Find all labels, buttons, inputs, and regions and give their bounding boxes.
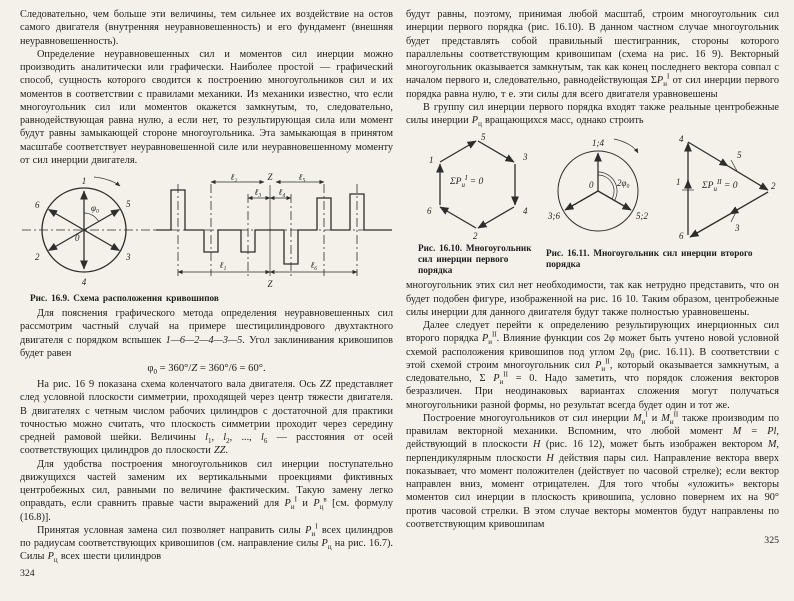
vector-2-label: 2 — [473, 231, 478, 240]
vertex-4-label: 4 — [679, 134, 684, 145]
vector-6-label: 6 — [427, 206, 432, 217]
vector-4-label: 4 — [523, 206, 528, 217]
side-1-label: 1 — [676, 177, 681, 188]
dim-l2-label: ℓ₂ — [230, 172, 238, 182]
paragraph: Построение многоугольников от сил инерции $M_и^I$ и $M_и^{II}$ также производим по правилам векторной механики. Вспомним, что любой момент M = Pl, действующий в плоскости H (рис. 16 12), может быть изображен вектором M, перпендикулярным плоскости H действия пары сил. Направление вектора вверх показывает, что момент положителен (действует по часовой стрелке); если вектор направлен вниз, момент отрицателен. Для того чтобы «уложить» векторы моментов сил инерции в плоскость кривошипа, условно повернем их на 90° против часовой стрелки. В этом случае векторы моментов будут направлены по соответствующим кривошипам — [406, 410, 779, 530]
vertex-2-label: 2 — [771, 181, 776, 192]
page-number-left: 324 — [20, 567, 35, 579]
sum-second-order-formula: $\Sigma P_и^{II} = 0$ — [702, 178, 738, 194]
paragraph: будут равны, поэтому, принимая любой масштаб, строим многоугольник сил инерции первого порядка (рис. 16.10). В данном частном случае многоугольник будет представлять собой правильный шестигранник, стороны которого параллельны соответствующим кривошипам (схема на рис. 16 9). Векторный многоугольник оказывается замкнутым, так как конец последнего вектора совпал с началом первого и, следовательно, равнодействующая $\Sigma P_и^I$ от сил инерции первого порядка равна нулю, т е. эти силы для всего двигателя уравновешены — [406, 9, 779, 100]
paragraph: В группу сил инерции первого порядка входят также реальные центробежные силы инерции $P_ц$ вращающихся масс, однако строить — [406, 101, 779, 129]
figure-16-10-caption: Рис. 16.10. Многоугольник сил инерции первого порядка — [418, 243, 532, 276]
figure-16-9 — [20, 172, 393, 304]
sum-first-order-formula: $\Sigma P_и^I = 0$ — [450, 174, 484, 190]
crank-1-label: 1 — [81, 176, 87, 186]
dim-l6-label: ℓ₆ — [310, 260, 318, 270]
vertex-6-label: 6 — [679, 231, 684, 240]
paragraph: Для пояснения графического метода определения неуравновешенных сил рассмотрим частный случай на примере шестицилиндрового двухтактного двигателя с порядком вспышек 1—6—2—4—3—5. Угол заклинивания кривошипов будет равен — [20, 308, 393, 359]
dim-l5-label: ℓ₅ — [298, 172, 306, 182]
vector-1-label: 1 — [429, 155, 434, 166]
phi0-angle-label: φ₀ — [91, 203, 100, 213]
axis-z-bottom-label: Z — [267, 279, 273, 289]
figure-16-11 — [546, 133, 779, 276]
crankshaft-scheme-drawing — [20, 172, 393, 290]
paragraph: На рис. 16 9 показана схема коленчатого вала двигателя. Ось ZZ представляет след условной плоскости симметрии, проходящей через центр тяжести двигателя. В двигателях с четным числом рабочих цилиндров с достаточной для практики точностью можно считать, что плоскость симметрии проходит через середину средней рамовой шейки. Величины $l_1$, $l_2$, ..., $l_6$ — расстояния от осей соответствующих цилиндров до плоскости ZZ. — [20, 379, 393, 457]
axis-z-top-label: Z — [267, 172, 273, 182]
figure-16-10 — [412, 133, 546, 276]
phi0-formula: $\varphi_0 = 360^\circ/Z = 360^\circ/6 = 60^\circ$. — [147, 363, 266, 377]
radius-5-2-label: 5;2 — [636, 211, 648, 222]
paragraph: Следовательно, чем больше эти величины, тем сильнее их воздействие на остов самого двигателя (внутренняя неуравновешенность) и его фундамент (внешняя неуравновешенность). — [20, 9, 393, 47]
dim-l1-label: ℓ₁ — [219, 260, 227, 270]
crank-6-label: 6 — [35, 200, 40, 210]
second-order-crank-scheme-drawing — [546, 133, 658, 239]
crank-5-label: 5 — [126, 199, 131, 209]
vector-5-label: 5 — [481, 133, 486, 143]
crank-2-label: 2 — [35, 252, 40, 262]
paragraph: Определение неуравновешенных сил и моментов сил инерции можно производить аналитически или графически. Наиболее простой — графический способ, сущность которого сводится к построению многоугольников сил и их моментов в соответствии с правилами механики. Из механики известно, что если многоугольник сил или моментов окажется замкнутым, то, следовательно, равнодействующая равна нулю, а если нет, то результирующая сила или момент будут равны замыкающей стороне многоугольника. Эта замыкающая в принятом масштабе соответствует неуравновешенной силе или неуравновешенному моменту от сил инерции двигателя. — [20, 48, 393, 166]
paragraph: Далее следует перейти к определению результирующих инерционных сил второго порядка $P_и^{II}$. Влияние функции cos 2φ может быть учтено новой условной схемой расположения кривошипов под углом $2\varphi_0$ (рис. 16.11). В соответствии с этой схемой строим многоугольник сил $P_и^{II}$, который оказывается замкнутым, а следовательно, Σ $P_и^{II} = 0$. Надо заметить, что порядок сложения векторов безразличен. При неодинаковых вариантах сложения могут получаться многоугольники разной формы, но результат всегда будет один и тот же. — [406, 320, 779, 411]
side-5-label: 5 — [737, 150, 742, 161]
dim-l3-label: ℓ₃ — [254, 187, 262, 197]
side-3-label: 3 — [735, 223, 740, 234]
radius-3-6-label: 3;6 — [548, 211, 560, 222]
paragraph: Для удобства построения многоугольников сил инерции поступательно движущихся частей заменим их вертикальными проекциями фиктивных центробежных сил, равными по величине фактическим. Такую замену легко оправдать, если сравнить правые части выражений для $P_и^I$ и $P_ц^в$ [см. формулу (16.8)]. — [20, 458, 393, 523]
angle-2phi0-label: 2φ₀ — [617, 178, 630, 189]
crank-4-label: 4 — [81, 277, 87, 287]
figure-16-9-caption: Рис. 16.9. Схема расположения кривошипов — [30, 293, 219, 303]
figures-row — [406, 133, 779, 276]
paragraph: Принятая условная замена сил позволяет направить силы $P_и^I$ всех цилиндров по радиусам соответствующих кривошипов (см. направление силы $P_ц$ на рис. 16.7). Силы $P_ц$ всех шести цилиндров — [20, 522, 393, 565]
circle-center-label: 0 — [75, 233, 80, 243]
paragraph: многоугольник этих сил нет необходимости, так как нетрудно представить, что он будет подобен фигуре, изображенной на рис. 16 10. Таким образом, центробежные силы инерции для данного двигателя будут также полностью уравновешены. — [406, 280, 779, 318]
crank-3-label: 3 — [126, 252, 131, 262]
vector-3-label: 3 — [523, 152, 528, 163]
figure-16-11-caption: Рис. 16.11. Многоугольник сил инерции второго порядка — [546, 247, 753, 269]
dim-l4-label: ℓ₄ — [278, 187, 286, 197]
page-number-right: 325 — [764, 535, 779, 546]
page-left — [20, 8, 393, 596]
radius-1-4-label: 1;4 — [592, 138, 604, 149]
page-right — [406, 8, 779, 596]
circle-center-label: 0 — [589, 180, 594, 191]
